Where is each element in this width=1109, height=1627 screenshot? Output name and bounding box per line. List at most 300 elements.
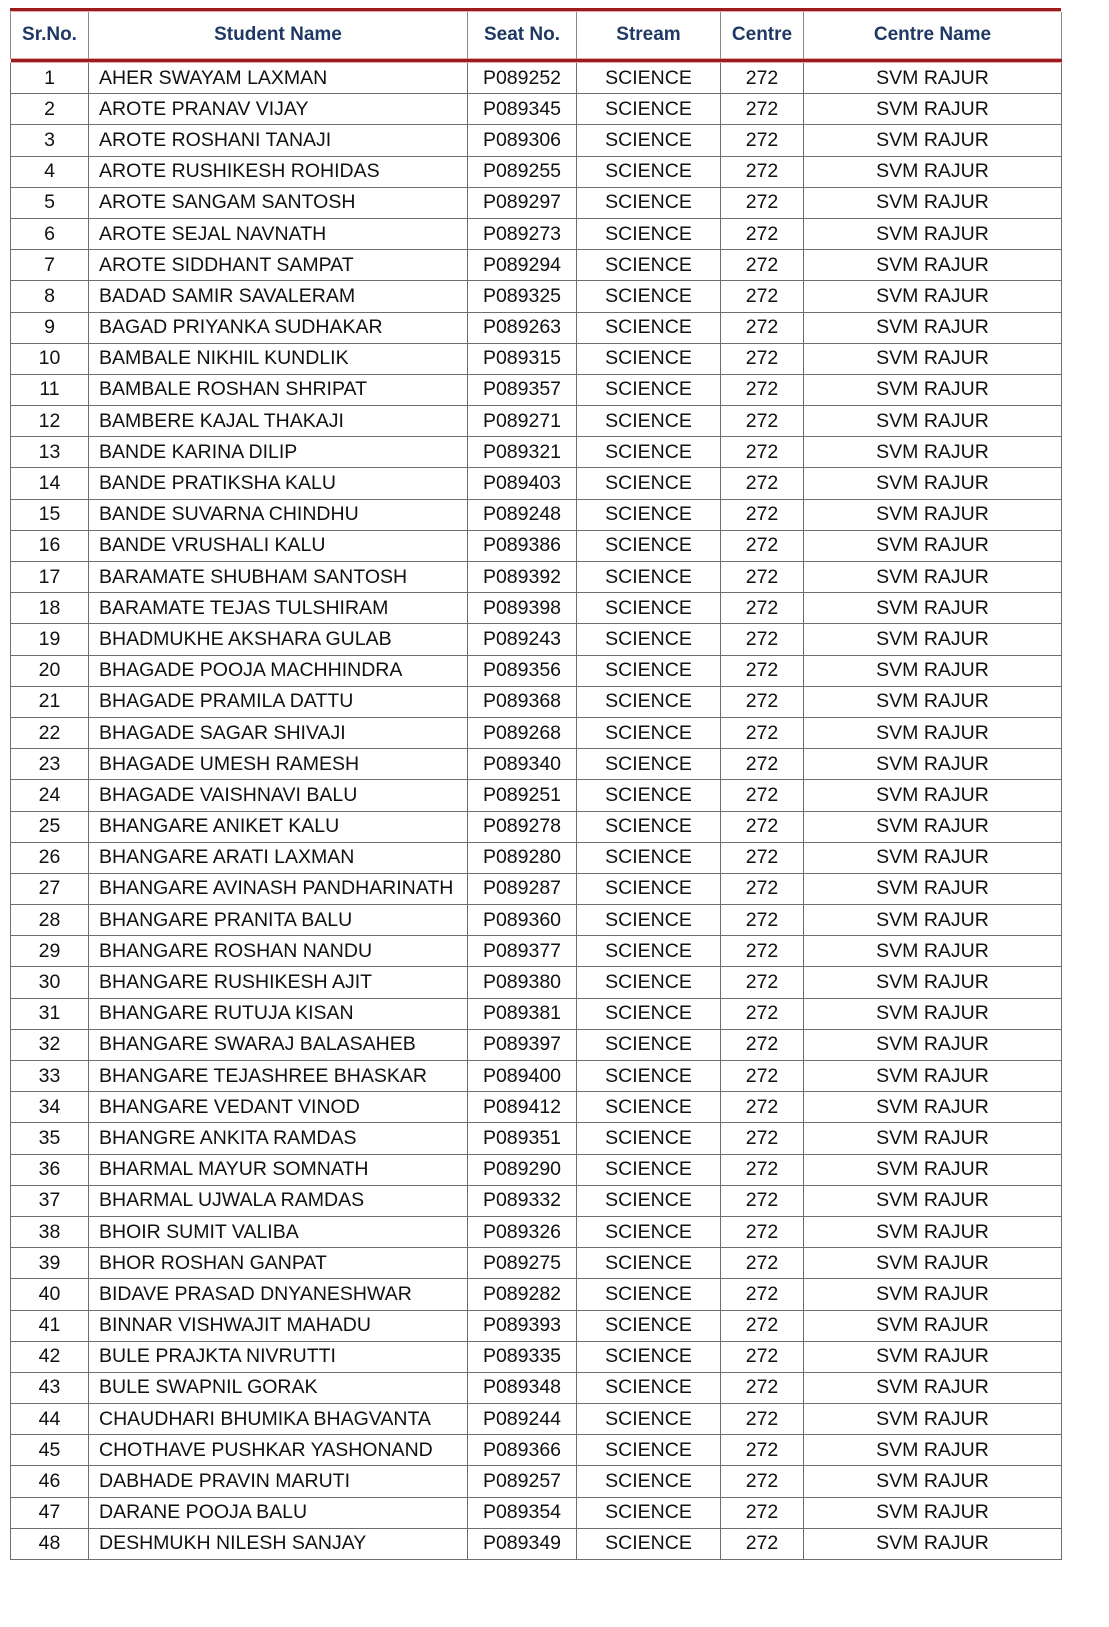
cell-sr-no: 27 bbox=[11, 873, 89, 904]
cell-sr-no: 18 bbox=[11, 593, 89, 624]
cell-sr-no: 9 bbox=[11, 312, 89, 343]
cell-centre-name: SVM RAJUR bbox=[804, 717, 1062, 748]
cell-student-name: BARAMATE SHUBHAM SANTOSH bbox=[89, 562, 468, 593]
table-row bbox=[11, 1216, 1062, 1247]
cell-sr-no: 6 bbox=[11, 218, 89, 249]
cell-seat-no: P089315 bbox=[468, 343, 577, 374]
cell-student-name: BANDE SUVARNA CHINDHU bbox=[89, 499, 468, 530]
table-row bbox=[11, 156, 1062, 187]
cell-centre-name: SVM RAJUR bbox=[804, 1061, 1062, 1092]
table-row bbox=[11, 780, 1062, 811]
table-row bbox=[11, 1185, 1062, 1216]
cell-seat-no: P089381 bbox=[468, 998, 577, 1029]
cell-centre: 272 bbox=[721, 749, 804, 780]
cell-seat-no: P089397 bbox=[468, 1029, 577, 1060]
cell-sr-no: 13 bbox=[11, 437, 89, 468]
table-row bbox=[11, 1372, 1062, 1403]
cell-seat-no: P089348 bbox=[468, 1372, 577, 1403]
cell-centre-name: SVM RAJUR bbox=[804, 967, 1062, 998]
cell-centre: 272 bbox=[721, 499, 804, 530]
table-row bbox=[11, 374, 1062, 405]
cell-seat-no: P089275 bbox=[468, 1248, 577, 1279]
cell-sr-no: 35 bbox=[11, 1123, 89, 1154]
table-row bbox=[11, 1123, 1062, 1154]
table-row bbox=[11, 624, 1062, 655]
cell-stream: SCIENCE bbox=[577, 905, 721, 936]
cell-seat-no: P089282 bbox=[468, 1279, 577, 1310]
table-row bbox=[11, 1279, 1062, 1310]
table-row bbox=[11, 562, 1062, 593]
cell-centre-name: SVM RAJUR bbox=[804, 1435, 1062, 1466]
cell-stream: SCIENCE bbox=[577, 1497, 721, 1528]
cell-centre-name: SVM RAJUR bbox=[804, 936, 1062, 967]
cell-sr-no: 29 bbox=[11, 936, 89, 967]
cell-student-name: BARAMATE TEJAS TULSHIRAM bbox=[89, 593, 468, 624]
cell-stream: SCIENCE bbox=[577, 187, 721, 218]
cell-seat-no: P089325 bbox=[468, 281, 577, 312]
cell-student-name: BHAGADE SAGAR SHIVAJI bbox=[89, 717, 468, 748]
cell-centre-name: SVM RAJUR bbox=[804, 1372, 1062, 1403]
cell-stream: SCIENCE bbox=[577, 655, 721, 686]
cell-seat-no: P089349 bbox=[468, 1528, 577, 1559]
cell-centre: 272 bbox=[721, 873, 804, 904]
cell-sr-no: 12 bbox=[11, 406, 89, 437]
cell-centre: 272 bbox=[721, 1154, 804, 1185]
cell-seat-no: P089252 bbox=[468, 63, 577, 94]
cell-student-name: AROTE PRANAV VIJAY bbox=[89, 94, 468, 125]
cell-centre-name: SVM RAJUR bbox=[804, 1404, 1062, 1435]
cell-seat-no: P089377 bbox=[468, 936, 577, 967]
cell-sr-no: 17 bbox=[11, 562, 89, 593]
cell-seat-no: P089354 bbox=[468, 1497, 577, 1528]
cell-student-name: BHANGARE SWARAJ BALASAHEB bbox=[89, 1029, 468, 1060]
cell-stream: SCIENCE bbox=[577, 624, 721, 655]
cell-sr-no: 40 bbox=[11, 1279, 89, 1310]
table-row bbox=[11, 343, 1062, 374]
cell-sr-no: 16 bbox=[11, 530, 89, 561]
cell-centre: 272 bbox=[721, 94, 804, 125]
cell-centre-name: SVM RAJUR bbox=[804, 1466, 1062, 1497]
cell-sr-no: 37 bbox=[11, 1185, 89, 1216]
cell-seat-no: P089271 bbox=[468, 406, 577, 437]
cell-seat-no: P089297 bbox=[468, 187, 577, 218]
cell-centre: 272 bbox=[721, 250, 804, 281]
cell-seat-no: P089243 bbox=[468, 624, 577, 655]
cell-centre-name: SVM RAJUR bbox=[804, 1497, 1062, 1528]
cell-centre: 272 bbox=[721, 1216, 804, 1247]
table-row bbox=[11, 749, 1062, 780]
cell-centre: 272 bbox=[721, 780, 804, 811]
cell-sr-no: 8 bbox=[11, 281, 89, 312]
header-centre: Centre bbox=[721, 12, 804, 59]
cell-seat-no: P089392 bbox=[468, 562, 577, 593]
cell-stream: SCIENCE bbox=[577, 1061, 721, 1092]
cell-centre: 272 bbox=[721, 655, 804, 686]
cell-centre-name: SVM RAJUR bbox=[804, 655, 1062, 686]
cell-seat-no: P089398 bbox=[468, 593, 577, 624]
table-row bbox=[11, 499, 1062, 530]
table-body bbox=[11, 63, 1062, 1560]
cell-stream: SCIENCE bbox=[577, 717, 721, 748]
cell-seat-no: P089412 bbox=[468, 1092, 577, 1123]
table-row bbox=[11, 811, 1062, 842]
cell-student-name: AROTE RUSHIKESH ROHIDAS bbox=[89, 156, 468, 187]
cell-centre-name: SVM RAJUR bbox=[804, 562, 1062, 593]
cell-centre-name: SVM RAJUR bbox=[804, 1248, 1062, 1279]
cell-sr-no: 1 bbox=[11, 63, 89, 94]
table-row bbox=[11, 998, 1062, 1029]
cell-seat-no: P089278 bbox=[468, 811, 577, 842]
cell-student-name: BHANGARE VEDANT VINOD bbox=[89, 1092, 468, 1123]
cell-seat-no: P089393 bbox=[468, 1310, 577, 1341]
cell-centre-name: SVM RAJUR bbox=[804, 250, 1062, 281]
student-list-sheet bbox=[10, 8, 1061, 1560]
cell-sr-no: 43 bbox=[11, 1372, 89, 1403]
cell-seat-no: P089368 bbox=[468, 686, 577, 717]
cell-sr-no: 19 bbox=[11, 624, 89, 655]
cell-stream: SCIENCE bbox=[577, 1154, 721, 1185]
cell-centre-name: SVM RAJUR bbox=[804, 499, 1062, 530]
cell-sr-no: 31 bbox=[11, 998, 89, 1029]
cell-centre-name: SVM RAJUR bbox=[804, 530, 1062, 561]
cell-seat-no: P089357 bbox=[468, 374, 577, 405]
cell-sr-no: 14 bbox=[11, 468, 89, 499]
cell-student-name: BANDE PRATIKSHA KALU bbox=[89, 468, 468, 499]
cell-student-name: CHAUDHARI BHUMIKA BHAGVANTA bbox=[89, 1404, 468, 1435]
cell-student-name: BIDAVE PRASAD DNYANESHWAR bbox=[89, 1279, 468, 1310]
cell-seat-no: P089403 bbox=[468, 468, 577, 499]
cell-stream: SCIENCE bbox=[577, 1404, 721, 1435]
cell-centre: 272 bbox=[721, 1310, 804, 1341]
table-row bbox=[11, 936, 1062, 967]
cell-centre-name: SVM RAJUR bbox=[804, 593, 1062, 624]
cell-student-name: BHANGARE ARATI LAXMAN bbox=[89, 842, 468, 873]
cell-centre-name: SVM RAJUR bbox=[804, 1528, 1062, 1559]
cell-centre: 272 bbox=[721, 842, 804, 873]
cell-student-name: BANDE VRUSHALI KALU bbox=[89, 530, 468, 561]
cell-stream: SCIENCE bbox=[577, 468, 721, 499]
table-row bbox=[11, 125, 1062, 156]
cell-sr-no: 47 bbox=[11, 1497, 89, 1528]
header-centre-name: Centre Name bbox=[804, 12, 1062, 59]
table-header bbox=[11, 12, 1062, 63]
cell-centre: 272 bbox=[721, 1123, 804, 1154]
cell-sr-no: 21 bbox=[11, 686, 89, 717]
cell-sr-no: 4 bbox=[11, 156, 89, 187]
cell-student-name: BHAGADE POOJA MACHHINDRA bbox=[89, 655, 468, 686]
cell-stream: SCIENCE bbox=[577, 749, 721, 780]
cell-student-name: BHANGARE TEJASHREE BHASKAR bbox=[89, 1061, 468, 1092]
cell-stream: SCIENCE bbox=[577, 530, 721, 561]
cell-student-name: DARANE POOJA BALU bbox=[89, 1497, 468, 1528]
cell-centre: 272 bbox=[721, 156, 804, 187]
cell-student-name: BHANGARE PRANITA BALU bbox=[89, 905, 468, 936]
cell-centre: 272 bbox=[721, 562, 804, 593]
cell-centre: 272 bbox=[721, 218, 804, 249]
cell-stream: SCIENCE bbox=[577, 1123, 721, 1154]
cell-centre: 272 bbox=[721, 125, 804, 156]
cell-stream: SCIENCE bbox=[577, 374, 721, 405]
cell-centre: 272 bbox=[721, 1435, 804, 1466]
cell-centre: 272 bbox=[721, 63, 804, 94]
cell-centre: 272 bbox=[721, 281, 804, 312]
cell-centre: 272 bbox=[721, 1341, 804, 1372]
cell-stream: SCIENCE bbox=[577, 811, 721, 842]
cell-stream: SCIENCE bbox=[577, 281, 721, 312]
table-row bbox=[11, 530, 1062, 561]
cell-stream: SCIENCE bbox=[577, 1466, 721, 1497]
cell-centre-name: SVM RAJUR bbox=[804, 998, 1062, 1029]
table-row bbox=[11, 1435, 1062, 1466]
cell-stream: SCIENCE bbox=[577, 1372, 721, 1403]
cell-stream: SCIENCE bbox=[577, 1185, 721, 1216]
cell-seat-no: P089257 bbox=[468, 1466, 577, 1497]
table-row bbox=[11, 94, 1062, 125]
cell-stream: SCIENCE bbox=[577, 250, 721, 281]
cell-centre-name: SVM RAJUR bbox=[804, 624, 1062, 655]
header-seat-no: Seat No. bbox=[468, 12, 577, 59]
table-row bbox=[11, 1061, 1062, 1092]
header-stream: Stream bbox=[577, 12, 721, 59]
cell-centre-name: SVM RAJUR bbox=[804, 125, 1062, 156]
header-student-name: Student Name bbox=[89, 12, 468, 59]
cell-seat-no: P089335 bbox=[468, 1341, 577, 1372]
cell-student-name: BHANGARE RUTUJA KISAN bbox=[89, 998, 468, 1029]
cell-student-name: BHARMAL MAYUR SOMNATH bbox=[89, 1154, 468, 1185]
cell-student-name: BHARMAL UJWALA RAMDAS bbox=[89, 1185, 468, 1216]
cell-centre-name: SVM RAJUR bbox=[804, 343, 1062, 374]
student-table bbox=[10, 12, 1062, 1560]
cell-seat-no: P089321 bbox=[468, 437, 577, 468]
cell-student-name: BINNAR VISHWAJIT MAHADU bbox=[89, 1310, 468, 1341]
table-row bbox=[11, 1310, 1062, 1341]
table-row bbox=[11, 1341, 1062, 1372]
cell-sr-no: 39 bbox=[11, 1248, 89, 1279]
cell-seat-no: P089386 bbox=[468, 530, 577, 561]
table-row bbox=[11, 218, 1062, 249]
cell-sr-no: 3 bbox=[11, 125, 89, 156]
cell-seat-no: P089345 bbox=[468, 94, 577, 125]
cell-centre: 272 bbox=[721, 312, 804, 343]
cell-sr-no: 42 bbox=[11, 1341, 89, 1372]
cell-stream: SCIENCE bbox=[577, 1248, 721, 1279]
cell-student-name: BHAGADE PRAMILA DATTU bbox=[89, 686, 468, 717]
table-row bbox=[11, 406, 1062, 437]
cell-sr-no: 2 bbox=[11, 94, 89, 125]
cell-sr-no: 41 bbox=[11, 1310, 89, 1341]
cell-seat-no: P089263 bbox=[468, 312, 577, 343]
cell-student-name: BHOR ROSHAN GANPAT bbox=[89, 1248, 468, 1279]
cell-student-name: BHANGARE ROSHAN NANDU bbox=[89, 936, 468, 967]
cell-centre-name: SVM RAJUR bbox=[804, 1310, 1062, 1341]
cell-seat-no: P089366 bbox=[468, 1435, 577, 1466]
cell-centre-name: SVM RAJUR bbox=[804, 905, 1062, 936]
cell-student-name: BHOIR SUMIT VALIBA bbox=[89, 1216, 468, 1247]
cell-centre: 272 bbox=[721, 1061, 804, 1092]
cell-centre-name: SVM RAJUR bbox=[804, 1341, 1062, 1372]
cell-seat-no: P089306 bbox=[468, 125, 577, 156]
cell-centre: 272 bbox=[721, 1248, 804, 1279]
cell-student-name: DABHADE PRAVIN MARUTI bbox=[89, 1466, 468, 1497]
cell-seat-no: P089287 bbox=[468, 873, 577, 904]
table-row bbox=[11, 63, 1062, 94]
cell-sr-no: 30 bbox=[11, 967, 89, 998]
cell-sr-no: 48 bbox=[11, 1528, 89, 1559]
cell-student-name: BAMBALE ROSHAN SHRIPAT bbox=[89, 374, 468, 405]
table-row bbox=[11, 250, 1062, 281]
cell-seat-no: P089244 bbox=[468, 1404, 577, 1435]
table-row bbox=[11, 1497, 1062, 1528]
cell-sr-no: 36 bbox=[11, 1154, 89, 1185]
cell-student-name: AROTE SANGAM SANTOSH bbox=[89, 187, 468, 218]
table-row bbox=[11, 1029, 1062, 1060]
cell-seat-no: P089294 bbox=[468, 250, 577, 281]
table-row bbox=[11, 437, 1062, 468]
cell-centre-name: SVM RAJUR bbox=[804, 94, 1062, 125]
cell-student-name: BHANGRE ANKITA RAMDAS bbox=[89, 1123, 468, 1154]
cell-seat-no: P089290 bbox=[468, 1154, 577, 1185]
cell-stream: SCIENCE bbox=[577, 218, 721, 249]
cell-stream: SCIENCE bbox=[577, 312, 721, 343]
cell-seat-no: P089255 bbox=[468, 156, 577, 187]
table-row bbox=[11, 717, 1062, 748]
cell-stream: SCIENCE bbox=[577, 156, 721, 187]
table-row bbox=[11, 468, 1062, 499]
cell-student-name: BHANGARE ANIKET KALU bbox=[89, 811, 468, 842]
cell-sr-no: 15 bbox=[11, 499, 89, 530]
cell-student-name: AROTE ROSHANI TANAJI bbox=[89, 125, 468, 156]
cell-sr-no: 7 bbox=[11, 250, 89, 281]
table-row bbox=[11, 967, 1062, 998]
cell-seat-no: P089380 bbox=[468, 967, 577, 998]
cell-sr-no: 10 bbox=[11, 343, 89, 374]
cell-sr-no: 33 bbox=[11, 1061, 89, 1092]
cell-centre: 272 bbox=[721, 1466, 804, 1497]
cell-student-name: CHOTHAVE PUSHKAR YASHONAND bbox=[89, 1435, 468, 1466]
cell-seat-no: P089360 bbox=[468, 905, 577, 936]
cell-centre: 272 bbox=[721, 1497, 804, 1528]
cell-sr-no: 5 bbox=[11, 187, 89, 218]
cell-centre: 272 bbox=[721, 343, 804, 374]
cell-student-name: BULE SWAPNIL GORAK bbox=[89, 1372, 468, 1403]
cell-stream: SCIENCE bbox=[577, 1528, 721, 1559]
cell-centre: 272 bbox=[721, 1092, 804, 1123]
cell-seat-no: P089273 bbox=[468, 218, 577, 249]
table-row bbox=[11, 593, 1062, 624]
cell-sr-no: 34 bbox=[11, 1092, 89, 1123]
cell-centre-name: SVM RAJUR bbox=[804, 1029, 1062, 1060]
cell-centre-name: SVM RAJUR bbox=[804, 1216, 1062, 1247]
cell-centre: 272 bbox=[721, 967, 804, 998]
cell-centre: 272 bbox=[721, 374, 804, 405]
cell-centre-name: SVM RAJUR bbox=[804, 312, 1062, 343]
cell-stream: SCIENCE bbox=[577, 686, 721, 717]
cell-centre: 272 bbox=[721, 1372, 804, 1403]
table-row bbox=[11, 1466, 1062, 1497]
table-row bbox=[11, 312, 1062, 343]
cell-seat-no: P089340 bbox=[468, 749, 577, 780]
cell-student-name: DESHMUKH NILESH SANJAY bbox=[89, 1528, 468, 1559]
cell-centre-name: SVM RAJUR bbox=[804, 749, 1062, 780]
cell-student-name: BAGAD PRIYANKA SUDHAKAR bbox=[89, 312, 468, 343]
cell-centre-name: SVM RAJUR bbox=[804, 1123, 1062, 1154]
cell-stream: SCIENCE bbox=[577, 1029, 721, 1060]
cell-stream: SCIENCE bbox=[577, 63, 721, 94]
cell-student-name: BHANGARE RUSHIKESH AJIT bbox=[89, 967, 468, 998]
cell-student-name: BHAGADE VAISHNAVI BALU bbox=[89, 780, 468, 811]
cell-centre: 272 bbox=[721, 811, 804, 842]
cell-centre: 272 bbox=[721, 187, 804, 218]
cell-sr-no: 38 bbox=[11, 1216, 89, 1247]
cell-centre: 272 bbox=[721, 530, 804, 561]
cell-centre: 272 bbox=[721, 1528, 804, 1559]
cell-stream: SCIENCE bbox=[577, 1435, 721, 1466]
cell-centre-name: SVM RAJUR bbox=[804, 468, 1062, 499]
table-row bbox=[11, 187, 1062, 218]
cell-centre-name: SVM RAJUR bbox=[804, 63, 1062, 94]
cell-centre-name: SVM RAJUR bbox=[804, 437, 1062, 468]
table-row bbox=[11, 842, 1062, 873]
cell-sr-no: 24 bbox=[11, 780, 89, 811]
cell-centre: 272 bbox=[721, 905, 804, 936]
table-row bbox=[11, 905, 1062, 936]
cell-sr-no: 28 bbox=[11, 905, 89, 936]
cell-centre: 272 bbox=[721, 998, 804, 1029]
cell-centre-name: SVM RAJUR bbox=[804, 218, 1062, 249]
cell-stream: SCIENCE bbox=[577, 936, 721, 967]
cell-stream: SCIENCE bbox=[577, 967, 721, 998]
cell-stream: SCIENCE bbox=[577, 94, 721, 125]
cell-stream: SCIENCE bbox=[577, 1341, 721, 1372]
cell-student-name: AROTE SEJAL NAVNATH bbox=[89, 218, 468, 249]
cell-student-name: BHAGADE UMESH RAMESH bbox=[89, 749, 468, 780]
cell-seat-no: P089251 bbox=[468, 780, 577, 811]
cell-stream: SCIENCE bbox=[577, 1310, 721, 1341]
cell-student-name: AHER SWAYAM LAXMAN bbox=[89, 63, 468, 94]
cell-stream: SCIENCE bbox=[577, 780, 721, 811]
cell-centre-name: SVM RAJUR bbox=[804, 811, 1062, 842]
cell-student-name: BAMBALE NIKHIL KUNDLIK bbox=[89, 343, 468, 374]
cell-centre-name: SVM RAJUR bbox=[804, 156, 1062, 187]
cell-seat-no: P089351 bbox=[468, 1123, 577, 1154]
cell-sr-no: 45 bbox=[11, 1435, 89, 1466]
cell-stream: SCIENCE bbox=[577, 499, 721, 530]
cell-centre-name: SVM RAJUR bbox=[804, 780, 1062, 811]
cell-centre-name: SVM RAJUR bbox=[804, 1154, 1062, 1185]
cell-student-name: BHADMUKHE AKSHARA GULAB bbox=[89, 624, 468, 655]
cell-seat-no: P089248 bbox=[468, 499, 577, 530]
cell-centre-name: SVM RAJUR bbox=[804, 281, 1062, 312]
cell-sr-no: 46 bbox=[11, 1466, 89, 1497]
cell-centre-name: SVM RAJUR bbox=[804, 1279, 1062, 1310]
cell-centre: 272 bbox=[721, 437, 804, 468]
cell-centre: 272 bbox=[721, 686, 804, 717]
cell-centre-name: SVM RAJUR bbox=[804, 374, 1062, 405]
cell-seat-no: P089326 bbox=[468, 1216, 577, 1247]
cell-student-name: BHANGARE AVINASH PANDHARINATH bbox=[89, 873, 468, 904]
cell-sr-no: 26 bbox=[11, 842, 89, 873]
cell-stream: SCIENCE bbox=[577, 842, 721, 873]
cell-sr-no: 20 bbox=[11, 655, 89, 686]
cell-centre-name: SVM RAJUR bbox=[804, 873, 1062, 904]
cell-student-name: BAMBERE KAJAL THAKAJI bbox=[89, 406, 468, 437]
cell-stream: SCIENCE bbox=[577, 343, 721, 374]
cell-student-name: BANDE KARINA DILIP bbox=[89, 437, 468, 468]
cell-centre-name: SVM RAJUR bbox=[804, 1185, 1062, 1216]
cell-seat-no: P089400 bbox=[468, 1061, 577, 1092]
cell-centre: 272 bbox=[721, 1404, 804, 1435]
cell-centre: 272 bbox=[721, 1185, 804, 1216]
